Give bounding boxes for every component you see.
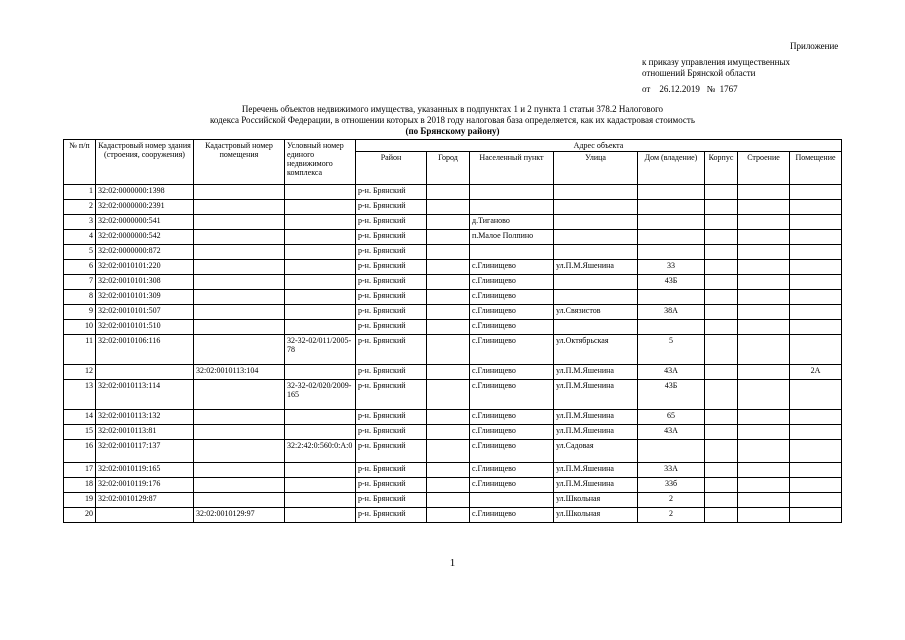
cell-settlement	[470, 185, 554, 200]
cell-korpus	[705, 440, 738, 463]
cell-stroenie	[738, 230, 790, 245]
cell-bcad: 32:02:0000000:872	[96, 245, 194, 260]
cell-street	[554, 245, 638, 260]
cell-n: 12	[64, 365, 96, 380]
table-row	[64, 305, 842, 320]
table-row	[64, 508, 842, 523]
table-row	[64, 493, 842, 508]
cell-rcad: 32:02:0010113:104	[194, 365, 285, 380]
cell-bcad: 32:02:0010129:87	[96, 493, 194, 508]
cell-stroenie	[738, 508, 790, 523]
cell-house	[638, 230, 705, 245]
cell-city	[427, 425, 470, 440]
cell-n: 11	[64, 335, 96, 365]
cell-city	[427, 335, 470, 365]
cell-settlement	[470, 493, 554, 508]
cell-city	[427, 245, 470, 260]
table-row	[64, 260, 842, 275]
table-row	[64, 440, 842, 463]
cell-n: 5	[64, 245, 96, 260]
cell-rcad	[194, 335, 285, 365]
cell-street: ул.Школьная	[554, 508, 638, 523]
cell-settlement: с.Глинищево	[470, 410, 554, 425]
cell-bcad: 32:02:0010101:510	[96, 320, 194, 335]
cell-korpus	[705, 275, 738, 290]
cell-room	[790, 230, 842, 245]
cell-rcad	[194, 260, 285, 275]
cell-district: р-н. Брянский	[356, 215, 427, 230]
cell-house: 43А	[638, 365, 705, 380]
cell-rcad	[194, 320, 285, 335]
appendix-line-2: отношений Брянской области	[642, 68, 756, 78]
cell-rcad	[194, 463, 285, 478]
cell-rcad	[194, 305, 285, 320]
cell-bcad: 32:02:0010119:176	[96, 478, 194, 493]
cell-stroenie	[738, 410, 790, 425]
cell-settlement: с.Глинищево	[470, 508, 554, 523]
cell-n: 10	[64, 320, 96, 335]
cell-bcad: 32:02:0010101:507	[96, 305, 194, 320]
cell-korpus	[705, 320, 738, 335]
cell-house: 43А	[638, 425, 705, 440]
cell-street: ул.Октябрьская	[554, 335, 638, 365]
cell-district: р-н. Брянский	[356, 305, 427, 320]
cell-bcad: 32:02:0000000:2391	[96, 200, 194, 215]
cell-n: 2	[64, 200, 96, 215]
cell-city	[427, 320, 470, 335]
cell-bcad: 32:02:0010117:137	[96, 440, 194, 463]
table-row	[64, 425, 842, 440]
cell-street	[554, 185, 638, 200]
cell-cond	[285, 200, 356, 215]
cell-stroenie	[738, 245, 790, 260]
cell-n: 6	[64, 260, 96, 275]
cell-district: р-н. Брянский	[356, 478, 427, 493]
cell-district: р-н. Брянский	[356, 320, 427, 335]
cell-settlement: с.Глинищево	[470, 335, 554, 365]
cell-korpus	[705, 493, 738, 508]
cell-district: р-н. Брянский	[356, 440, 427, 463]
date-prefix: от	[642, 84, 651, 94]
cell-rcad	[194, 185, 285, 200]
cell-rcad	[194, 215, 285, 230]
cell-city	[427, 260, 470, 275]
cell-street: ул.Школьная	[554, 493, 638, 508]
cell-room	[790, 440, 842, 463]
cell-house	[638, 440, 705, 463]
table-row	[64, 463, 842, 478]
document-title-line-3: (по Брянскому району)	[405, 126, 500, 136]
header-num: № п/п	[64, 140, 96, 185]
cell-room	[790, 463, 842, 478]
cell-room	[790, 215, 842, 230]
appendix-line-1: к приказу управления имущественных	[642, 57, 791, 67]
cell-rcad	[194, 200, 285, 215]
page-number: 1	[449, 557, 456, 569]
cell-room	[790, 245, 842, 260]
header-room-cadastral: Кадастровый номер помещения	[194, 140, 285, 185]
cell-room	[790, 260, 842, 275]
cell-bcad: 32:02:0010119:165	[96, 463, 194, 478]
cell-street	[554, 215, 638, 230]
cell-city	[427, 440, 470, 463]
cell-cond	[285, 365, 356, 380]
cell-settlement: с.Глинищево	[470, 275, 554, 290]
cell-house: 43Б	[638, 380, 705, 410]
order-date: 26.12.2019	[659, 84, 700, 94]
cell-room	[790, 508, 842, 523]
cell-bcad: 32:02:0010101:308	[96, 275, 194, 290]
cell-house	[638, 320, 705, 335]
cell-stroenie	[738, 478, 790, 493]
cell-city	[427, 365, 470, 380]
header-city: Город	[427, 152, 470, 185]
header-pomeshchenie: Помещение	[790, 152, 842, 185]
table-row	[64, 320, 842, 335]
cell-street	[554, 200, 638, 215]
cell-room	[790, 200, 842, 215]
table-row	[64, 380, 842, 410]
cell-rcad	[194, 478, 285, 493]
cell-district: р-н. Брянский	[356, 493, 427, 508]
cell-cond	[285, 185, 356, 200]
cell-house	[638, 200, 705, 215]
appendix-label: Приложение	[790, 41, 839, 51]
cell-cond	[285, 245, 356, 260]
cell-room	[790, 425, 842, 440]
table-row	[64, 245, 842, 260]
cell-n: 20	[64, 508, 96, 523]
cell-n: 15	[64, 425, 96, 440]
cell-cond	[285, 320, 356, 335]
cell-settlement	[470, 200, 554, 215]
cell-house	[638, 185, 705, 200]
cell-street: ул.Связистов	[554, 305, 638, 320]
cell-district: р-н. Брянский	[356, 200, 427, 215]
cell-stroenie	[738, 463, 790, 478]
cell-stroenie	[738, 493, 790, 508]
cell-korpus	[705, 335, 738, 365]
cell-korpus	[705, 425, 738, 440]
cell-bcad: 32:02:0010113:81	[96, 425, 194, 440]
cell-city	[427, 185, 470, 200]
table-row	[64, 365, 842, 380]
cell-city	[427, 215, 470, 230]
cell-stroenie	[738, 305, 790, 320]
cell-korpus	[705, 230, 738, 245]
cell-n: 1	[64, 185, 96, 200]
cell-stroenie	[738, 275, 790, 290]
cell-n: 13	[64, 380, 96, 410]
cell-rcad	[194, 440, 285, 463]
cell-rcad	[194, 290, 285, 305]
cell-cond	[285, 290, 356, 305]
cell-stroenie	[738, 380, 790, 410]
cell-city	[427, 200, 470, 215]
cell-room	[790, 275, 842, 290]
cell-bcad: 32:02:0000000:542	[96, 230, 194, 245]
cell-cond	[285, 463, 356, 478]
cell-cond	[285, 230, 356, 245]
cell-city	[427, 305, 470, 320]
cell-street	[554, 230, 638, 245]
cell-room	[790, 335, 842, 365]
cell-room	[790, 493, 842, 508]
cell-house: 33А	[638, 463, 705, 478]
cell-rcad	[194, 410, 285, 425]
cell-korpus	[705, 305, 738, 320]
cell-stroenie	[738, 200, 790, 215]
cell-room	[790, 410, 842, 425]
cell-stroenie	[738, 365, 790, 380]
cell-korpus	[705, 365, 738, 380]
cell-settlement: п.Малое Полпино	[470, 230, 554, 245]
table-row	[64, 410, 842, 425]
table-row	[64, 290, 842, 305]
cell-korpus	[705, 290, 738, 305]
cell-cond	[285, 305, 356, 320]
cell-cond	[285, 493, 356, 508]
cell-city	[427, 230, 470, 245]
cell-stroenie	[738, 260, 790, 275]
cell-house: 43Б	[638, 275, 705, 290]
cell-n: 7	[64, 275, 96, 290]
cell-korpus	[705, 200, 738, 215]
cell-n: 4	[64, 230, 96, 245]
cell-house	[638, 245, 705, 260]
cell-rcad	[194, 425, 285, 440]
cell-n: 17	[64, 463, 96, 478]
cell-bcad: 32:02:0010101:309	[96, 290, 194, 305]
cell-bcad	[96, 365, 194, 380]
cell-n: 14	[64, 410, 96, 425]
cell-cond	[285, 275, 356, 290]
header-house: Дом (владение)	[638, 152, 705, 185]
table-row	[64, 215, 842, 230]
cell-street: ул.П.М.Яшенина	[554, 260, 638, 275]
table-row	[64, 230, 842, 245]
cell-korpus	[705, 508, 738, 523]
cell-rcad	[194, 275, 285, 290]
cell-settlement: с.Глинищево	[470, 440, 554, 463]
cell-korpus	[705, 478, 738, 493]
cell-cond	[285, 478, 356, 493]
cell-settlement: с.Глинищево	[470, 260, 554, 275]
cell-n: 16	[64, 440, 96, 463]
cell-street: ул.Садовая	[554, 440, 638, 463]
cell-rcad	[194, 230, 285, 245]
cell-settlement	[470, 245, 554, 260]
cell-bcad: 32:02:0000000:1398	[96, 185, 194, 200]
cell-street	[554, 275, 638, 290]
cell-bcad	[96, 508, 194, 523]
cell-district: р-н. Брянский	[356, 260, 427, 275]
document-title-line-2: кодекса Российской Федерации, в отношении которых в 2018 году налоговая база определяется, как их кадастровая стоимость	[210, 115, 695, 125]
cell-stroenie	[738, 440, 790, 463]
cell-cond	[285, 508, 356, 523]
cell-bcad: 32:02:0000000:541	[96, 215, 194, 230]
cell-house: 65	[638, 410, 705, 425]
cell-district: р-н. Брянский	[356, 410, 427, 425]
cell-room	[790, 380, 842, 410]
cell-street	[554, 320, 638, 335]
cell-district: р-н. Брянский	[356, 508, 427, 523]
cell-district: р-н. Брянский	[356, 425, 427, 440]
cell-korpus	[705, 260, 738, 275]
cell-settlement: с.Глинищево	[470, 305, 554, 320]
cell-street: ул.П.М.Яшенина	[554, 410, 638, 425]
cell-rcad	[194, 493, 285, 508]
cell-cond	[285, 410, 356, 425]
cell-house: 2	[638, 493, 705, 508]
cell-street: ул.П.М.Яшенина	[554, 380, 638, 410]
cell-cond	[285, 215, 356, 230]
table-row	[64, 478, 842, 493]
order-number: 1767	[719, 84, 738, 94]
property-table	[63, 139, 842, 523]
table-row	[64, 335, 842, 365]
cell-district: р-н. Брянский	[356, 185, 427, 200]
cell-settlement: с.Глинищево	[470, 365, 554, 380]
cell-stroenie	[738, 425, 790, 440]
cell-room	[790, 478, 842, 493]
cell-korpus	[705, 463, 738, 478]
cell-stroenie	[738, 290, 790, 305]
cell-city	[427, 290, 470, 305]
cell-city	[427, 478, 470, 493]
cell-korpus	[705, 215, 738, 230]
cell-n: 18	[64, 478, 96, 493]
document-title-line-1: Перечень объектов недвижимого имущества, указанных в подпунктах 1 и 2 пункта 1 статьи 378.2 Налогового	[241, 104, 664, 114]
cell-room	[790, 320, 842, 335]
cell-bcad: 32:02:0010113:114	[96, 380, 194, 410]
cell-stroenie	[738, 185, 790, 200]
cell-house	[638, 215, 705, 230]
cell-cond: 32-32-02/020/2009-165	[285, 380, 356, 410]
cell-house: 33	[638, 260, 705, 275]
cell-street	[554, 290, 638, 305]
table-row	[64, 200, 842, 215]
cell-city	[427, 275, 470, 290]
table-row	[64, 185, 842, 200]
cell-city	[427, 380, 470, 410]
cell-house	[638, 290, 705, 305]
cell-house: 2	[638, 508, 705, 523]
header-conditional-number: Условный номер единого недвижимого комплекса	[285, 140, 356, 185]
cell-settlement: с.Глинищево	[470, 425, 554, 440]
cell-stroenie	[738, 215, 790, 230]
cell-room: 2А	[790, 365, 842, 380]
header-street: Улица	[554, 152, 638, 185]
cell-korpus	[705, 410, 738, 425]
number-prefix: №	[706, 84, 716, 94]
cell-n: 8	[64, 290, 96, 305]
cell-cond	[285, 260, 356, 275]
cell-settlement: с.Глинищево	[470, 463, 554, 478]
cell-district: р-н. Брянский	[356, 230, 427, 245]
cell-city	[427, 410, 470, 425]
cell-street: ул.П.М.Яшенина	[554, 425, 638, 440]
cell-cond	[285, 425, 356, 440]
cell-house: 38А	[638, 305, 705, 320]
cell-district: р-н. Брянский	[356, 245, 427, 260]
header-building-cadastral: Кадастровый номер здания (строения, сооружения)	[96, 140, 194, 185]
cell-settlement: с.Глинищево	[470, 290, 554, 305]
cell-korpus	[705, 245, 738, 260]
cell-bcad: 32:02:0010101:220	[96, 260, 194, 275]
cell-n: 3	[64, 215, 96, 230]
cell-district: р-н. Брянский	[356, 290, 427, 305]
header-address: Адрес объекта	[356, 140, 842, 152]
cell-city	[427, 493, 470, 508]
header-row-1	[64, 140, 842, 152]
cell-city	[427, 463, 470, 478]
cell-street: ул.П.М.Яшенина	[554, 478, 638, 493]
cell-street: ул.П.М.Яшенина	[554, 463, 638, 478]
cell-district: р-н. Брянский	[356, 365, 427, 380]
cell-district: р-н. Брянский	[356, 335, 427, 365]
cell-stroenie	[738, 335, 790, 365]
cell-district: р-н. Брянский	[356, 275, 427, 290]
cell-stroenie	[738, 320, 790, 335]
cell-rcad	[194, 245, 285, 260]
cell-district: р-н. Брянский	[356, 380, 427, 410]
cell-n: 9	[64, 305, 96, 320]
cell-bcad: 32:02:0010106:116	[96, 335, 194, 365]
cell-house: 33б	[638, 478, 705, 493]
cell-room	[790, 185, 842, 200]
header-settlement: Населенный пункт	[470, 152, 554, 185]
cell-street: ул.П.М.Яшенина	[554, 365, 638, 380]
table-row	[64, 275, 842, 290]
cell-cond: 32-32-02/011/2005-78	[285, 335, 356, 365]
appendix-date-line	[642, 84, 738, 95]
cell-settlement: с.Глинищево	[470, 380, 554, 410]
header-district: Район	[356, 152, 427, 185]
cell-room	[790, 290, 842, 305]
cell-cond: 32:2:42:0:560:0:А:0	[285, 440, 356, 463]
cell-city	[427, 508, 470, 523]
cell-house: 5	[638, 335, 705, 365]
cell-room	[790, 305, 842, 320]
cell-korpus	[705, 185, 738, 200]
cell-settlement: с.Глинищево	[470, 320, 554, 335]
cell-n: 19	[64, 493, 96, 508]
header-korpus: Корпус	[705, 152, 738, 185]
cell-settlement: с.Глинищево	[470, 478, 554, 493]
cell-district: р-н. Брянский	[356, 463, 427, 478]
cell-settlement: д.Тиганово	[470, 215, 554, 230]
cell-korpus	[705, 380, 738, 410]
cell-rcad	[194, 380, 285, 410]
cell-rcad: 32:02:0010129:97	[194, 508, 285, 523]
cell-bcad: 32:02:0010113:132	[96, 410, 194, 425]
header-stroenie: Строение	[738, 152, 790, 185]
